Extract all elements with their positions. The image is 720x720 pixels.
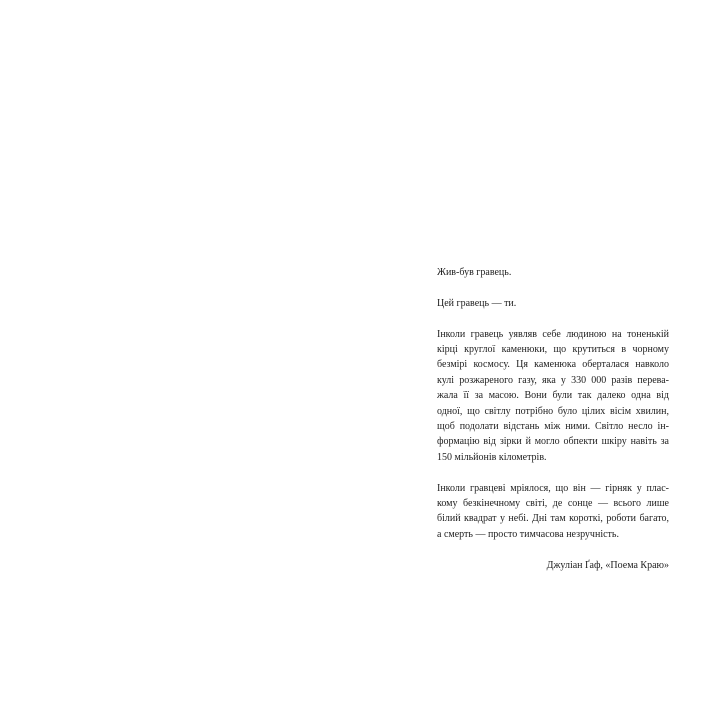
text-line: 150 мільйонів кілометрів. — [437, 451, 547, 463]
text-line: білий квадрат у небі. Дні там короткі, роботи багато, — [437, 513, 669, 525]
paragraph-4 — [437, 481, 669, 543]
text-line: жала її за масою. Вони були так далеко одна від — [437, 390, 669, 402]
attribution: Джуліан Ґаф, «Поема Краю» — [546, 559, 669, 571]
text-line: формацію від зірки й могло обпекти шкіру навіть за — [437, 436, 669, 448]
text-line: Жив-був гравець. — [437, 267, 512, 278]
paragraph-1 — [437, 265, 669, 280]
text-line: кірці круглої каменюки, що крутиться в чорному — [437, 344, 669, 355]
text-line: Цей гравець — ти. — [437, 297, 517, 309]
text-line: безмірі космосу. Ця каменюка оберталася навколо — [437, 359, 669, 371]
text-line: Інколи гравцеві мріялося, що він — гірняк у плас- — [437, 482, 669, 494]
paragraph-2 — [437, 296, 669, 311]
epigraph — [437, 265, 669, 573]
text-line: Інколи гравець уявляв себе людиною на тоненькій — [437, 328, 669, 340]
text-line: кулі розжареного газу, яка у 330 000 разів перева- — [437, 374, 669, 386]
text-line: кому безкінечному світі, де сонце — всього лише — [437, 498, 669, 510]
text-line: щоб подолати відстань між ними. Світло несло ін- — [437, 421, 669, 433]
text-line: одної, що світлу потрібно було цілих вісім хвилин, — [437, 405, 669, 417]
text-line: а смерть — просто тимчасова незручність. — [437, 528, 619, 540]
paragraph-3 — [437, 327, 669, 466]
